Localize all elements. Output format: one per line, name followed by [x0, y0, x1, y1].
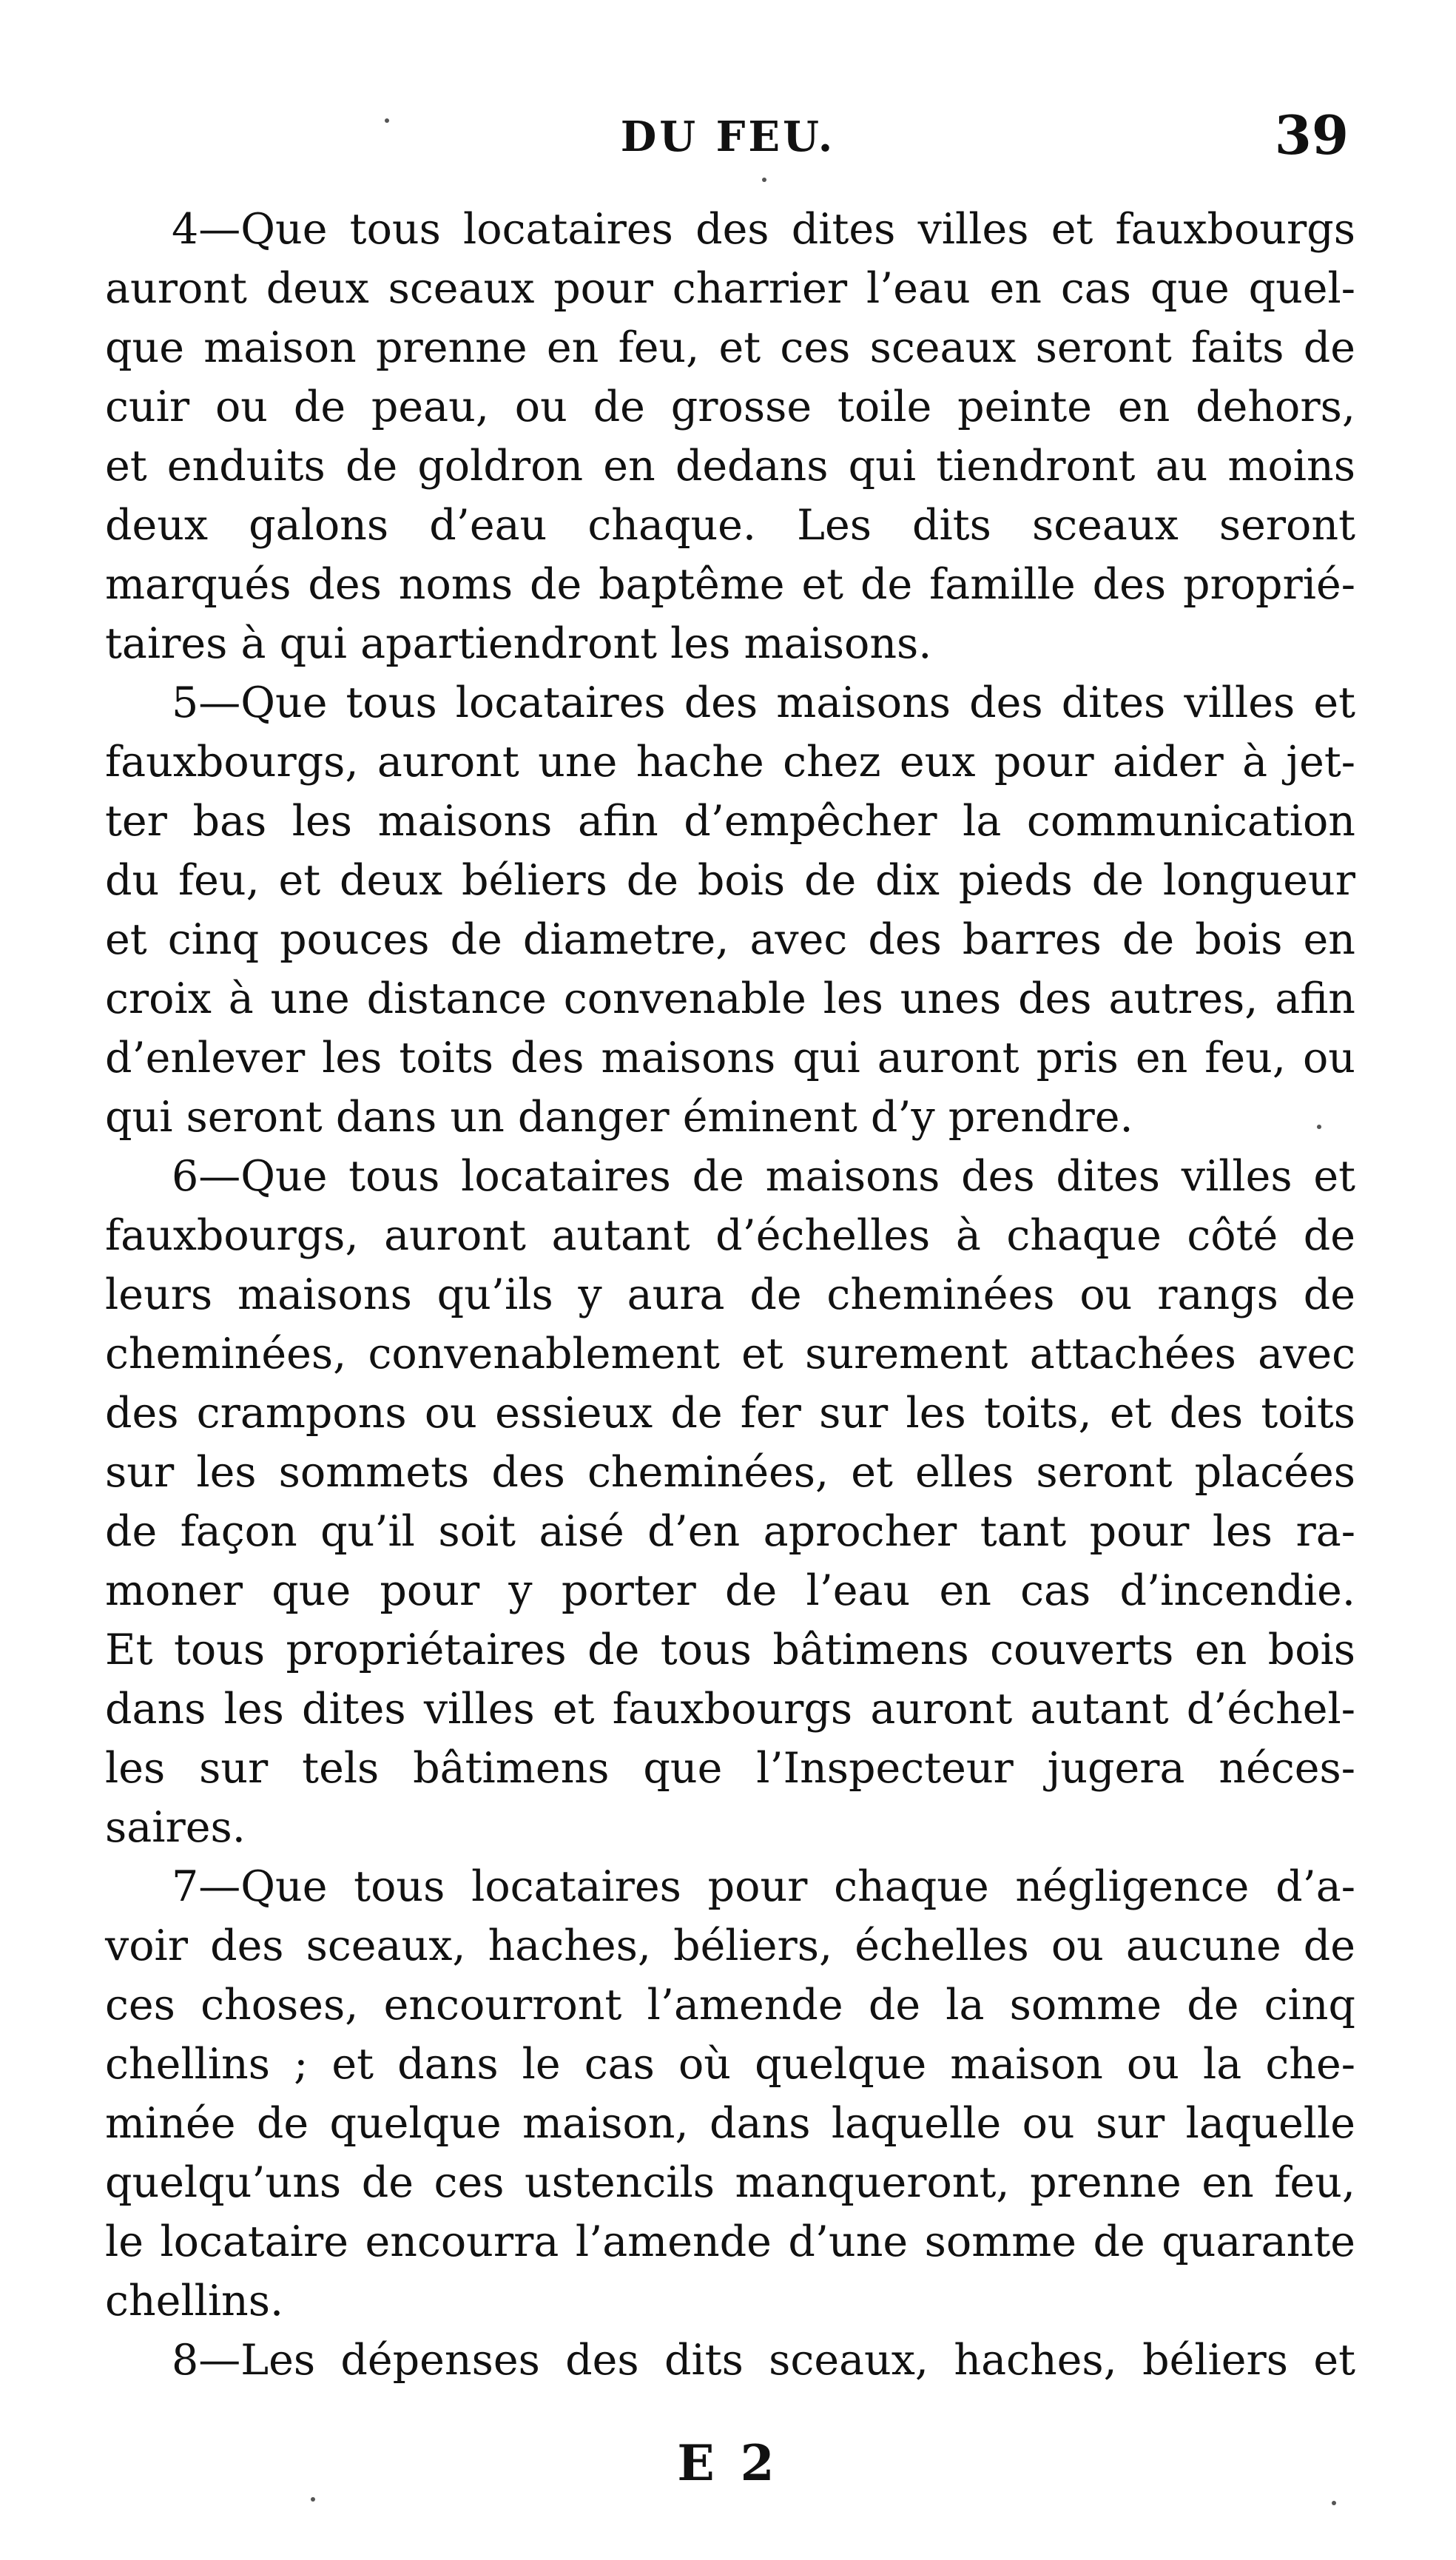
- text-line: du feu, et deux béliers de bois de dix pieds de longueur: [105, 856, 1355, 905]
- text-line: les sur tels bâtimens que l’Inspecteur jugera néces-: [105, 1744, 1355, 1793]
- text-line: qui seront dans un danger éminent d’y prendre.: [105, 1093, 1133, 1142]
- print-speck: [1332, 2501, 1336, 2505]
- text-line: des crampons ou essieux de fer sur les toits, et des toits: [105, 1389, 1355, 1438]
- text-line: de façon qu’il soit aisé d’en aprocher tant pour les ra-: [105, 1507, 1355, 1556]
- print-speck: [311, 2497, 315, 2502]
- text-line: dans les dites villes et fauxbourgs auront autant d’échel-: [105, 1685, 1355, 1734]
- running-head: DU FEU.: [620, 112, 836, 161]
- print-speck: [1317, 1125, 1321, 1129]
- body-text: [105, 200, 1355, 2390]
- text-line: deux galons d’eau chaque. Les dits sceaux seront: [105, 501, 1355, 550]
- text-line: chellins ; et dans le cas où quelque maison ou la che-: [105, 2040, 1355, 2089]
- text-line: 7—Que tous locataires pour chaque négligence d’a-: [172, 1862, 1355, 1911]
- text-line: saires.: [105, 1803, 246, 1852]
- text-line: fauxbourgs, auront une hache chez eux pour aider à jet-: [105, 738, 1355, 786]
- page-header: [0, 104, 1456, 170]
- text-line: croix à une distance convenable les unes des autres, afin: [105, 974, 1355, 1023]
- text-line: le locataire encourra l’amende d’une somme de quarante: [105, 2217, 1355, 2266]
- text-line: moner que pour y porter de l’eau en cas d’incendie.: [105, 1566, 1355, 1615]
- text-line: voir des sceaux, haches, béliers, échelles ou aucune de: [105, 1921, 1355, 1970]
- text-line: cuir ou de peau, ou de grosse toile peinte en dehors,: [105, 383, 1355, 431]
- text-line: et enduits de goldron en dedans qui tiendront au moins: [105, 442, 1355, 491]
- text-line: minée de quelque maison, dans laquelle ou sur laquelle: [105, 2099, 1355, 2148]
- text-line: 6—Que tous locataires de maisons des dites villes et: [172, 1152, 1355, 1201]
- text-line: Et tous propriétaires de tous bâtimens couverts en bois: [105, 1626, 1355, 1674]
- print-speck: [385, 118, 389, 123]
- text-line: ter bas les maisons afin d’empêcher la communication: [105, 797, 1355, 846]
- text-line: 4—Que tous locataires des dites villes et fauxbourgs: [172, 205, 1355, 254]
- text-line: marqués des noms de baptême et de famille des proprié-: [105, 560, 1355, 609]
- text-line: auront deux sceaux pour charrier l’eau en cas que quel-: [105, 264, 1355, 313]
- text-line: ces choses, encourront l’amende de la somme de cinq: [105, 1981, 1355, 2030]
- text-line: cheminées, convenablement et surement attachées avec: [105, 1330, 1355, 1378]
- signature-mark: E 2: [677, 2434, 779, 2492]
- text-line: que maison prenne en feu, et ces sceaux seront faits de: [105, 323, 1355, 372]
- text-line: leurs maisons qu’ils y aura de cheminées ou rangs de: [105, 1270, 1355, 1319]
- text-line: sur les sommets des cheminées, et elles seront placées: [105, 1448, 1355, 1497]
- text-line: fauxbourgs, auront autant d’échelles à chaque côté de: [105, 1211, 1355, 1260]
- text-line: 8—Les dépenses des dits sceaux, haches, béliers et: [172, 2336, 1355, 2385]
- page-number: 39: [1274, 104, 1349, 166]
- text-line: chellins.: [105, 2277, 284, 2325]
- text-line: et cinq pouces de diametre, avec des barres de bois en: [105, 915, 1355, 964]
- text-line: quelqu’uns de ces ustencils manqueront, prenne en feu,: [105, 2158, 1355, 2207]
- print-speck: [762, 178, 766, 182]
- text-line: d’enlever les toits des maisons qui auront pris en feu, ou: [105, 1034, 1355, 1082]
- text-line: 5—Que tous locataires des maisons des dites villes et: [172, 678, 1355, 727]
- text-line: taires à qui apartiendront les maisons.: [105, 619, 932, 668]
